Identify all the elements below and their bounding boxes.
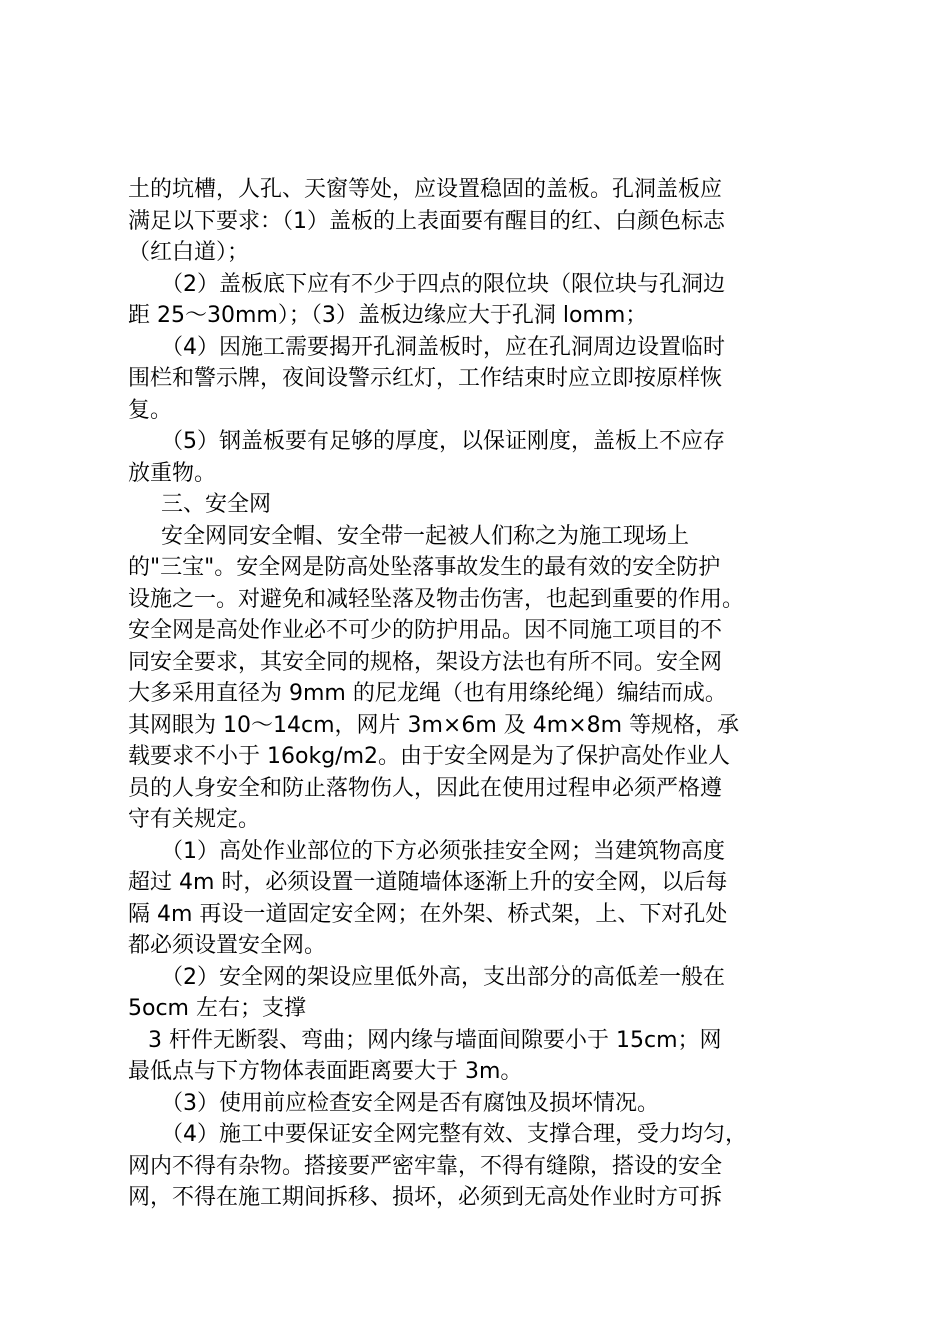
- text-line: 超过 4m 时，必须设置一道随墙体逐渐上升的安全网，以后每: [128, 870, 728, 895]
- section-heading: 三、安全网: [161, 492, 272, 517]
- text-line: 5ocm 左右；支撑: [128, 996, 306, 1021]
- text-line: 大多采用直径为 9mm 的尼龙绳（也有用绦纶绳）编结而成。: [128, 681, 727, 706]
- document-body: [128, 174, 840, 1214]
- text-line: 网，不得在施工期间拆移、损坏，必须到无高处作业时方可拆: [128, 1185, 723, 1210]
- text-line: 载要求不小于 16okg/m2。由于安全网是为了保护高处作业人: [128, 744, 730, 769]
- text-line: 复。: [128, 397, 173, 423]
- text-line: （2）安全网的架设应里低外高，支出部分的高低差一般在: [161, 964, 725, 990]
- text-line: （4）施工中要保证安全网完整有效、支撑合理，受力均匀，: [161, 1122, 747, 1147]
- text-line: （2）盖板底下应有不少于四点的限位块（限位块与孔洞边: [161, 271, 725, 297]
- text-line: 设施之一。对避免和减轻坠落及物击伤害，也起到重要的作用。: [128, 586, 745, 612]
- text-line: （5）钢盖板要有足够的厚度，以保证刚度，盖板上不应存: [161, 429, 725, 454]
- text-line: 员的人身安全和防止落物伤人，因此在使用过程申必须严格遵: [128, 775, 723, 801]
- text-line: 守有关规定。: [128, 807, 261, 832]
- text-line: 都必须设置安全网。: [128, 933, 327, 958]
- text-line: （3）使用前应检查安全网是否有腐蚀及损坏情况。: [161, 1090, 659, 1116]
- text-line: 同安全要求，其安全同的规格，架设方法也有所不同。安全网: [128, 649, 723, 675]
- text-line: 安全网同安全帽、安全带一起被人们称之为施工现场上: [161, 523, 690, 549]
- text-line: 满足以下要求：（1）盖板的上表面要有醒目的红、白颜色标志: [128, 208, 725, 234]
- text-line: （1）高处作业部位的下方必须张挂安全网；当建筑物高度: [161, 838, 725, 864]
- text-line: （4）因施工需要揭开孔洞盖板时，应在孔洞周边设置临时: [161, 334, 725, 360]
- text-line: 围栏和警示牌，夜间设警示红灯，工作结束时应立即按原样恢: [128, 366, 723, 391]
- text-line: 隔 4m 再设一道固定安全网；在外架、桥式架，上、下对孔处: [128, 901, 728, 927]
- text-line: 网内不得有杂物。搭接要严密牢靠，不得有缝隙，搭设的安全: [128, 1153, 723, 1179]
- text-line: 最低点与下方物体表面距离要大于 3m。: [128, 1059, 523, 1084]
- text-line: 放重物。: [128, 460, 217, 486]
- text-line: 3 杆件无断裂、弯曲；网内缘与墙面间隙要小于 15cm；网: [148, 1027, 722, 1053]
- text-line: （红白道）；: [128, 240, 250, 265]
- text-line: 安全网是高处作业必不可少的防护用品。因不同施工项目的不: [128, 618, 723, 643]
- text-line: 的"三宝"。安全网是防高处坠落事故发生的最有效的安全防护: [128, 555, 721, 580]
- text-line: 土的坑槽，人孔、天窗等处，应设置稳固的盖板。孔洞盖板应: [128, 177, 723, 202]
- text-line: 其网眼为 10～14cm，网片 3m×6m 及 4m×8m 等规格，承: [128, 712, 740, 738]
- text-line: 距 25～30mm）；（3）盖板边缘应大于孔洞 lomm；: [128, 303, 648, 328]
